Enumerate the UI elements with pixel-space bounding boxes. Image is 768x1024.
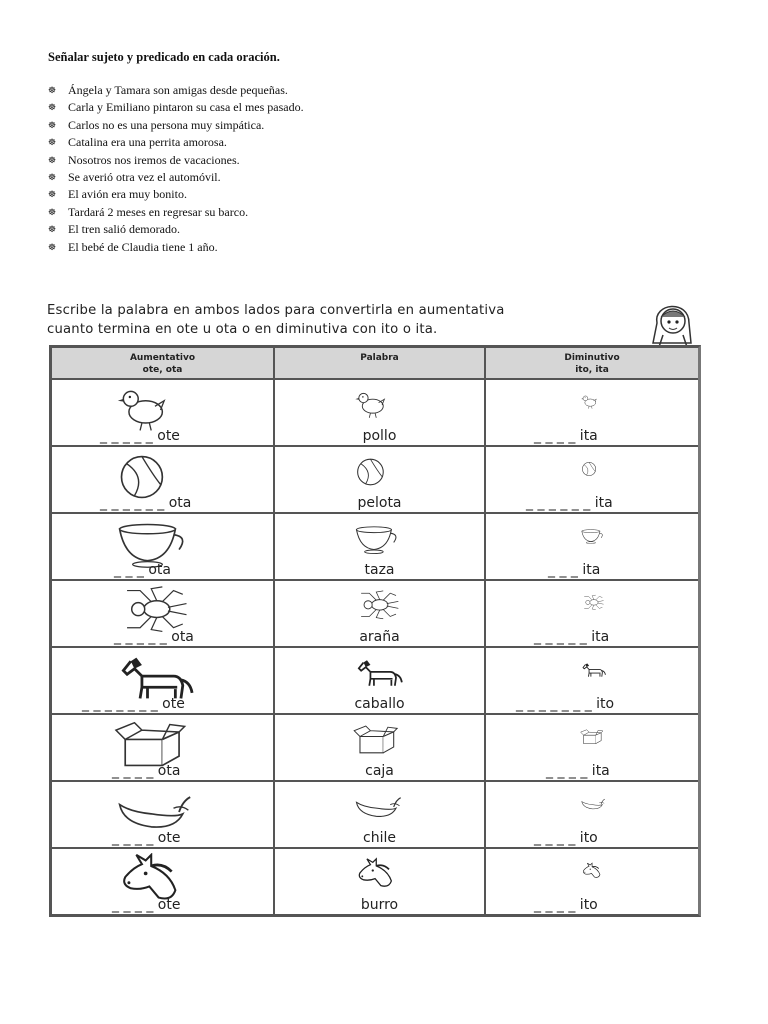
spider-icon — [580, 593, 606, 613]
diminutivo-cell[interactable] — [486, 447, 698, 514]
sentence-text: Carlos no es una persona muy simpática. — [68, 117, 265, 132]
palabra-cell — [275, 849, 486, 916]
header-label: Aumentativo — [129, 353, 196, 363]
header-label: ito, ita — [575, 365, 609, 375]
palabra-cell — [275, 648, 486, 715]
sentence-text: El tren salió demorado. — [68, 222, 180, 237]
sentence-text: Nosotros nos iremos de vacaciones. — [68, 152, 240, 167]
bullet-icon: ☸ — [48, 137, 57, 148]
palabra-cell — [275, 782, 486, 849]
table-row — [52, 512, 698, 581]
horse-icon — [353, 656, 403, 690]
chili-icon — [580, 794, 606, 814]
sentence-text: El avión era muy bonito. — [68, 187, 187, 202]
girl-illustration-icon — [643, 293, 701, 349]
box-icon — [580, 727, 606, 747]
list-item — [48, 99, 304, 116]
table-row — [52, 378, 698, 447]
diminutivo-cell[interactable] — [486, 581, 698, 648]
word-label: pollo — [362, 428, 397, 444]
donkey-icon — [353, 857, 403, 891]
diminutivo-cell[interactable] — [486, 648, 698, 715]
sentence-text: Ángela y Tamara son amigas desde pequeñas. — [68, 83, 288, 97]
list-item — [48, 169, 304, 186]
diminutivo-blank[interactable]: _ _ _ _ _ _ _ ito — [516, 696, 615, 712]
aumentativo-cell[interactable] — [52, 782, 275, 849]
diminutivo-blank[interactable]: _ _ _ _ _ ita — [534, 629, 610, 645]
word-label: caja — [365, 763, 394, 779]
aumentativo-blank[interactable]: _ _ _ _ _ ote — [100, 428, 180, 444]
bullet-icon: ☸ — [48, 102, 57, 113]
aumentativo-cell[interactable] — [52, 648, 275, 715]
diminutivo-cell[interactable] — [486, 380, 698, 447]
table-row — [52, 847, 698, 916]
table-row — [52, 646, 698, 715]
header-diminutivo — [486, 348, 698, 378]
table-row — [52, 579, 698, 648]
diminutivo-blank[interactable]: _ _ _ _ ita — [534, 428, 598, 444]
list-item — [48, 186, 304, 203]
sentence-text: Se averió otra vez el automóvil. — [68, 169, 221, 184]
palabra-cell — [275, 380, 486, 447]
aumentativo-blank[interactable]: _ _ _ _ _ _ _ ote — [82, 696, 185, 712]
chili-icon — [353, 790, 403, 824]
palabra-cell — [275, 715, 486, 782]
diminutivo-cell[interactable] — [486, 514, 698, 581]
ball-icon — [353, 455, 403, 489]
list-item — [48, 82, 304, 99]
table-row — [52, 713, 698, 782]
bullet-icon: ☸ — [48, 206, 57, 217]
diminutivo-blank[interactable]: _ _ _ _ ito — [534, 830, 598, 846]
diminutivo-cell[interactable] — [486, 849, 698, 916]
header-aumentativo — [52, 348, 275, 378]
list-item — [48, 239, 304, 256]
header-palabra — [275, 348, 486, 378]
diminutivo-blank[interactable]: _ _ _ _ _ _ ita — [526, 495, 613, 511]
box-icon — [353, 723, 403, 757]
cup-icon — [580, 526, 606, 546]
chick-icon — [580, 392, 606, 412]
diminutivo-cell[interactable] — [486, 715, 698, 782]
bullet-icon: ☸ — [48, 119, 57, 130]
diminutivo-blank[interactable]: _ _ _ _ ito — [534, 897, 598, 913]
aumentativo-cell[interactable] — [52, 849, 275, 916]
aumentativo-blank[interactable]: _ _ _ _ ote — [112, 897, 181, 913]
bullet-icon: ☸ — [48, 224, 57, 235]
sentence-text: Catalina era una perrita amorosa. — [68, 135, 227, 150]
word-label: burro — [360, 897, 399, 913]
page-title: Señalar sujeto y predicado en cada oración. — [48, 50, 280, 64]
table-header-row — [52, 348, 698, 378]
word-label: caballo — [354, 696, 405, 712]
palabra-cell — [275, 514, 486, 581]
chick-icon — [353, 388, 403, 422]
list-item — [48, 152, 304, 169]
aumentativo-cell[interactable] — [52, 380, 275, 447]
sentence-text: Tardará 2 meses en regresar su barco. — [68, 204, 249, 219]
spider-icon — [353, 589, 403, 623]
bullet-icon: ☸ — [48, 171, 57, 182]
exercise-instruction — [47, 301, 657, 339]
horse-icon — [580, 660, 606, 680]
word-label: pelota — [357, 495, 402, 511]
instruction-line: Escribe la palabra en ambos lados para convertirla en aumentativa — [47, 303, 505, 318]
bullet-icon: ☸ — [48, 241, 57, 252]
diminutivo-blank[interactable]: _ _ _ ita — [548, 562, 601, 578]
sentence-text: El bebé de Claudia tiene 1 año. — [68, 239, 218, 254]
palabra-cell — [275, 447, 486, 514]
list-item — [48, 221, 304, 238]
palabra-cell — [275, 581, 486, 648]
aumentativo-cell[interactable] — [52, 715, 275, 782]
word-label: chile — [363, 830, 396, 846]
aumentativo-blank[interactable]: _ _ _ _ ote — [112, 830, 181, 846]
header-label: ote, ota — [142, 365, 183, 375]
header-label: Palabra — [360, 353, 399, 363]
aumentativo-blank[interactable]: _ _ _ ota — [114, 562, 171, 578]
aumentativo-cell[interactable] — [52, 447, 275, 514]
bullet-icon: ☸ — [48, 154, 57, 165]
diminutivo-cell[interactable] — [486, 782, 698, 849]
aumentativo-blank[interactable]: _ _ _ _ _ ota — [114, 629, 194, 645]
cup-icon — [353, 522, 403, 556]
bullet-icon: ☸ — [48, 85, 57, 95]
list-item — [48, 117, 304, 134]
ball-icon — [580, 459, 606, 479]
aumentativo-cell[interactable] — [52, 514, 275, 581]
header-label: Diminutivo — [564, 353, 620, 363]
sentence-list — [48, 82, 304, 256]
word-label: araña — [359, 629, 400, 645]
table-row — [52, 445, 698, 514]
diminutivo-blank[interactable]: _ _ _ _ ita — [546, 763, 610, 779]
aumentativo-blank[interactable]: _ _ _ _ ota — [112, 763, 181, 779]
aumentativo-cell[interactable] — [52, 581, 275, 648]
table-row — [52, 780, 698, 849]
exercise-table — [49, 345, 701, 917]
instruction-line: cuanto termina en ote u ota o en diminutiva con ito o ita. — [47, 322, 438, 337]
aumentativo-blank[interactable]: _ _ _ _ _ _ ota — [100, 495, 192, 511]
word-label: taza — [364, 562, 395, 578]
donkey-icon — [580, 861, 606, 881]
sentence-text: Carla y Emiliano pintaron su casa el mes pasado. — [68, 100, 304, 115]
bullet-icon: ☸ — [48, 189, 57, 200]
list-item — [48, 134, 304, 151]
list-item — [48, 204, 304, 221]
